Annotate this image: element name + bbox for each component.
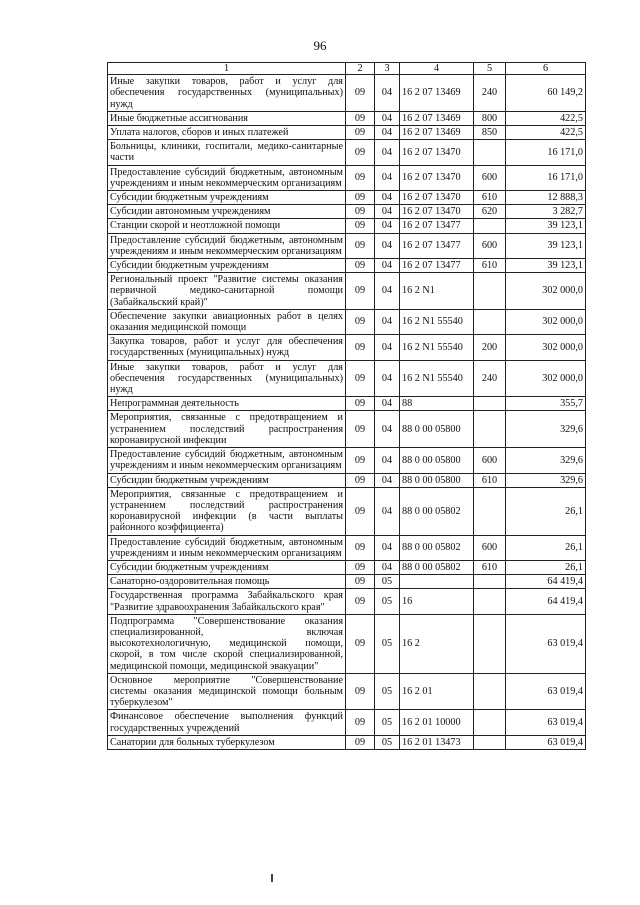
table-row [108, 360, 586, 397]
row-amount-cell: 39 123,1 [506, 219, 586, 233]
row-target-cell: 16 2 07 13477 [400, 219, 474, 233]
row-name-cell: Основное мероприятие "Совершенствование системы оказания медицинской помощи больным туберкулезом" [108, 673, 346, 710]
row-name-cell: Субсидии бюджетным учреждениям [108, 259, 346, 273]
row-name-cell: Подпрограмма "Совершенствование оказания специализированной, включая высокотехнологичную, медицинской помощи, скорой, в том числе скорой специализированной, медицинской помощи, медицинской эвакуации" [108, 614, 346, 673]
row-expense-type-cell [474, 411, 506, 448]
row-expense-type-cell [474, 397, 506, 411]
row-name-cell: Предоставление субсидий бюджетным, автономным учреждениям и иным некоммерческим организациям [108, 165, 346, 190]
row-subsection-cell: 05 [375, 614, 400, 673]
table-row [108, 191, 586, 205]
row-subsection-cell: 04 [375, 75, 400, 112]
row-amount-cell: 26,1 [506, 535, 586, 560]
row-amount-cell: 39 123,1 [506, 259, 586, 273]
col-header-4: 4 [400, 63, 474, 75]
row-expense-type-cell: 240 [474, 75, 506, 112]
row-section-cell: 09 [346, 165, 375, 190]
row-target-cell: 16 2 07 13469 [400, 75, 474, 112]
row-subsection-cell: 04 [375, 411, 400, 448]
row-target-cell: 16 2 07 13477 [400, 233, 474, 258]
row-expense-type-cell [474, 487, 506, 535]
row-section-cell: 09 [346, 535, 375, 560]
row-subsection-cell: 04 [375, 535, 400, 560]
table-row [108, 560, 586, 574]
row-amount-cell: 26,1 [506, 560, 586, 574]
table-row [108, 710, 586, 735]
row-target-cell: 16 2 07 13477 [400, 259, 474, 273]
row-amount-cell: 16 171,0 [506, 165, 586, 190]
row-subsection-cell: 04 [375, 233, 400, 258]
row-subsection-cell: 04 [375, 487, 400, 535]
row-section-cell: 09 [346, 735, 375, 749]
row-amount-cell: 422,5 [506, 126, 586, 140]
table-row [108, 140, 586, 165]
row-expense-type-cell [474, 614, 506, 673]
row-target-cell: 88 0 00 05800 [400, 448, 474, 473]
row-name-cell: Субсидии бюджетным учреждениям [108, 191, 346, 205]
table-row [108, 487, 586, 535]
row-name-cell: Региональный проект "Развитие системы оказания первичной медико-санитарной помощи (Забайкальский край)" [108, 273, 346, 310]
row-section-cell: 09 [346, 673, 375, 710]
row-subsection-cell: 04 [375, 111, 400, 125]
row-target-cell: 16 2 N1 55540 [400, 360, 474, 397]
row-section-cell: 09 [346, 487, 375, 535]
row-amount-cell: 64 419,4 [506, 575, 586, 589]
row-expense-type-cell [474, 273, 506, 310]
table-row [108, 205, 586, 219]
row-name-cell: Закупка товаров, работ и услуг для обеспечения государственных (муниципальных) нужд [108, 335, 346, 360]
row-target-cell: 88 0 00 05800 [400, 411, 474, 448]
row-subsection-cell: 04 [375, 273, 400, 310]
row-target-cell: 16 2 07 13470 [400, 165, 474, 190]
row-name-cell: Субсидии бюджетным учреждениям [108, 473, 346, 487]
row-section-cell: 09 [346, 614, 375, 673]
row-amount-cell: 26,1 [506, 487, 586, 535]
table-row [108, 735, 586, 749]
row-subsection-cell: 04 [375, 473, 400, 487]
table-row [108, 273, 586, 310]
row-subsection-cell: 04 [375, 335, 400, 360]
row-subsection-cell: 05 [375, 673, 400, 710]
row-amount-cell: 3 282,7 [506, 205, 586, 219]
row-name-cell: Иные закупки товаров, работ и услуг для обеспечения государственных (муниципальных) нужд [108, 360, 346, 397]
table-row [108, 165, 586, 190]
row-expense-type-cell: 620 [474, 205, 506, 219]
row-expense-type-cell: 610 [474, 259, 506, 273]
row-section-cell: 09 [346, 448, 375, 473]
row-subsection-cell: 05 [375, 710, 400, 735]
row-subsection-cell: 04 [375, 259, 400, 273]
col-header-5: 5 [474, 63, 506, 75]
row-expense-type-cell [474, 219, 506, 233]
row-section-cell: 09 [346, 710, 375, 735]
row-amount-cell: 302 000,0 [506, 273, 586, 310]
row-name-cell: Уплата налогов, сборов и иных платежей [108, 126, 346, 140]
row-subsection-cell: 04 [375, 140, 400, 165]
row-amount-cell: 422,5 [506, 111, 586, 125]
row-subsection-cell: 04 [375, 126, 400, 140]
row-subsection-cell: 05 [375, 589, 400, 614]
row-section-cell: 09 [346, 233, 375, 258]
row-section-cell: 09 [346, 273, 375, 310]
row-target-cell: 16 2 01 13473 [400, 735, 474, 749]
row-section-cell: 09 [346, 473, 375, 487]
row-expense-type-cell [474, 589, 506, 614]
row-section-cell: 09 [346, 360, 375, 397]
scan-mark [271, 874, 273, 882]
row-expense-type-cell [474, 735, 506, 749]
row-target-cell: 88 0 00 05802 [400, 535, 474, 560]
table-row [108, 614, 586, 673]
row-section-cell: 09 [346, 397, 375, 411]
row-section-cell: 09 [346, 411, 375, 448]
row-name-cell: Предоставление субсидий бюджетным, автономным учреждениям и иным некоммерческим организациям [108, 448, 346, 473]
row-target-cell: 16 2 N1 55540 [400, 335, 474, 360]
row-expense-type-cell: 600 [474, 165, 506, 190]
row-expense-type-cell: 800 [474, 111, 506, 125]
row-name-cell: Предоставление субсидий бюджетным, автономным учреждениям и иным некоммерческим организациям [108, 233, 346, 258]
row-expense-type-cell: 610 [474, 473, 506, 487]
row-expense-type-cell [474, 710, 506, 735]
col-header-2: 2 [346, 63, 375, 75]
table-row [108, 575, 586, 589]
row-amount-cell: 302 000,0 [506, 309, 586, 334]
row-name-cell: Станции скорой и неотложной помощи [108, 219, 346, 233]
row-amount-cell: 63 019,4 [506, 710, 586, 735]
row-subsection-cell: 04 [375, 397, 400, 411]
row-amount-cell: 355,7 [506, 397, 586, 411]
row-subsection-cell: 05 [375, 735, 400, 749]
row-target-cell: 16 2 01 [400, 673, 474, 710]
table-row [108, 309, 586, 334]
row-expense-type-cell [474, 673, 506, 710]
row-target-cell: 16 2 07 13469 [400, 111, 474, 125]
row-section-cell: 09 [346, 560, 375, 574]
row-section-cell: 09 [346, 111, 375, 125]
row-target-cell [400, 575, 474, 589]
row-target-cell: 16 2 N1 55540 [400, 309, 474, 334]
row-target-cell: 88 0 00 05802 [400, 487, 474, 535]
col-header-6: 6 [506, 63, 586, 75]
row-amount-cell: 302 000,0 [506, 360, 586, 397]
col-header-3: 3 [375, 63, 400, 75]
row-section-cell: 09 [346, 335, 375, 360]
row-expense-type-cell [474, 140, 506, 165]
row-name-cell: Субсидии бюджетным учреждениям [108, 560, 346, 574]
table-row [108, 233, 586, 258]
row-subsection-cell: 04 [375, 191, 400, 205]
table-row [108, 397, 586, 411]
row-section-cell: 09 [346, 191, 375, 205]
page-number: 96 [313, 38, 327, 53]
row-name-cell: Санатории для больных туберкулезом [108, 735, 346, 749]
row-expense-type-cell: 600 [474, 535, 506, 560]
row-expense-type-cell: 600 [474, 233, 506, 258]
table-body [108, 75, 586, 750]
row-section-cell: 09 [346, 589, 375, 614]
row-name-cell: Санаторно-оздоровительная помощь [108, 575, 346, 589]
row-name-cell: Больницы, клиники, госпитали, медико-санитарные части [108, 140, 346, 165]
row-amount-cell: 329,6 [506, 411, 586, 448]
row-target-cell: 16 2 07 13470 [400, 205, 474, 219]
row-target-cell: 16 2 N1 [400, 273, 474, 310]
row-target-cell: 16 [400, 589, 474, 614]
row-subsection-cell: 04 [375, 309, 400, 334]
row-expense-type-cell: 240 [474, 360, 506, 397]
row-section-cell: 09 [346, 575, 375, 589]
row-target-cell: 16 2 [400, 614, 474, 673]
table-row [108, 335, 586, 360]
table-row [108, 75, 586, 112]
row-subsection-cell: 04 [375, 360, 400, 397]
row-amount-cell: 64 419,4 [506, 589, 586, 614]
table-row [108, 473, 586, 487]
row-name-cell: Государственная программа Забайкальского края "Развитие здравоохранения Забайкальского края" [108, 589, 346, 614]
table-row [108, 535, 586, 560]
table-row [108, 219, 586, 233]
row-expense-type-cell [474, 575, 506, 589]
row-section-cell: 09 [346, 75, 375, 112]
row-subsection-cell: 04 [375, 560, 400, 574]
row-name-cell: Мероприятия, связанные с предотвращением и устранением последствий распространения коронавирусной инфекции [108, 411, 346, 448]
row-section-cell: 09 [346, 140, 375, 165]
row-target-cell: 88 [400, 397, 474, 411]
row-name-cell: Предоставление субсидий бюджетным, автономным учреждениям и иным некоммерческим организациям [108, 535, 346, 560]
row-amount-cell: 60 149,2 [506, 75, 586, 112]
row-amount-cell: 63 019,4 [506, 614, 586, 673]
table-row [108, 448, 586, 473]
row-name-cell: Мероприятия, связанные с предотвращением и устранением последствий распространения коронавирусной инфекции (в части выплаты районного коэффициента) [108, 487, 346, 535]
row-expense-type-cell [474, 309, 506, 334]
row-expense-type-cell: 610 [474, 560, 506, 574]
row-section-cell: 09 [346, 259, 375, 273]
table-row [108, 411, 586, 448]
row-section-cell: 09 [346, 205, 375, 219]
table-row [108, 589, 586, 614]
table-header-row [108, 63, 586, 75]
row-subsection-cell: 04 [375, 205, 400, 219]
row-amount-cell: 63 019,4 [506, 673, 586, 710]
row-target-cell: 16 2 07 13470 [400, 191, 474, 205]
row-amount-cell: 329,6 [506, 448, 586, 473]
row-amount-cell: 39 123,1 [506, 233, 586, 258]
row-name-cell: Финансовое обеспечение выполнения функций государственных учреждений [108, 710, 346, 735]
row-name-cell: Субсидии автономным учреждениям [108, 205, 346, 219]
row-section-cell: 09 [346, 126, 375, 140]
row-target-cell: 88 0 00 05802 [400, 560, 474, 574]
row-expense-type-cell: 600 [474, 448, 506, 473]
row-subsection-cell: 04 [375, 165, 400, 190]
row-expense-type-cell: 200 [474, 335, 506, 360]
row-section-cell: 09 [346, 219, 375, 233]
row-section-cell: 09 [346, 309, 375, 334]
row-name-cell: Непрограммная деятельность [108, 397, 346, 411]
row-amount-cell: 329,6 [506, 473, 586, 487]
table-row [108, 259, 586, 273]
table-row [108, 111, 586, 125]
row-expense-type-cell: 850 [474, 126, 506, 140]
row-target-cell: 16 2 01 10000 [400, 710, 474, 735]
row-target-cell: 16 2 07 13469 [400, 126, 474, 140]
row-name-cell: Обеспечение закупки авиационных работ в целях оказания медицинской помощи [108, 309, 346, 334]
row-amount-cell: 16 171,0 [506, 140, 586, 165]
row-expense-type-cell: 610 [474, 191, 506, 205]
budget-table [107, 62, 586, 750]
row-name-cell: Иные бюджетные ассигнования [108, 111, 346, 125]
row-amount-cell: 12 888,3 [506, 191, 586, 205]
row-name-cell: Иные закупки товаров, работ и услуг для обеспечения государственных (муниципальных) нужд [108, 75, 346, 112]
row-target-cell: 16 2 07 13470 [400, 140, 474, 165]
row-subsection-cell: 04 [375, 448, 400, 473]
table-row [108, 673, 586, 710]
col-header-1: 1 [108, 63, 346, 75]
table-row [108, 126, 586, 140]
row-amount-cell: 63 019,4 [506, 735, 586, 749]
row-amount-cell: 302 000,0 [506, 335, 586, 360]
row-subsection-cell: 04 [375, 219, 400, 233]
row-subsection-cell: 05 [375, 575, 400, 589]
row-target-cell: 88 0 00 05800 [400, 473, 474, 487]
